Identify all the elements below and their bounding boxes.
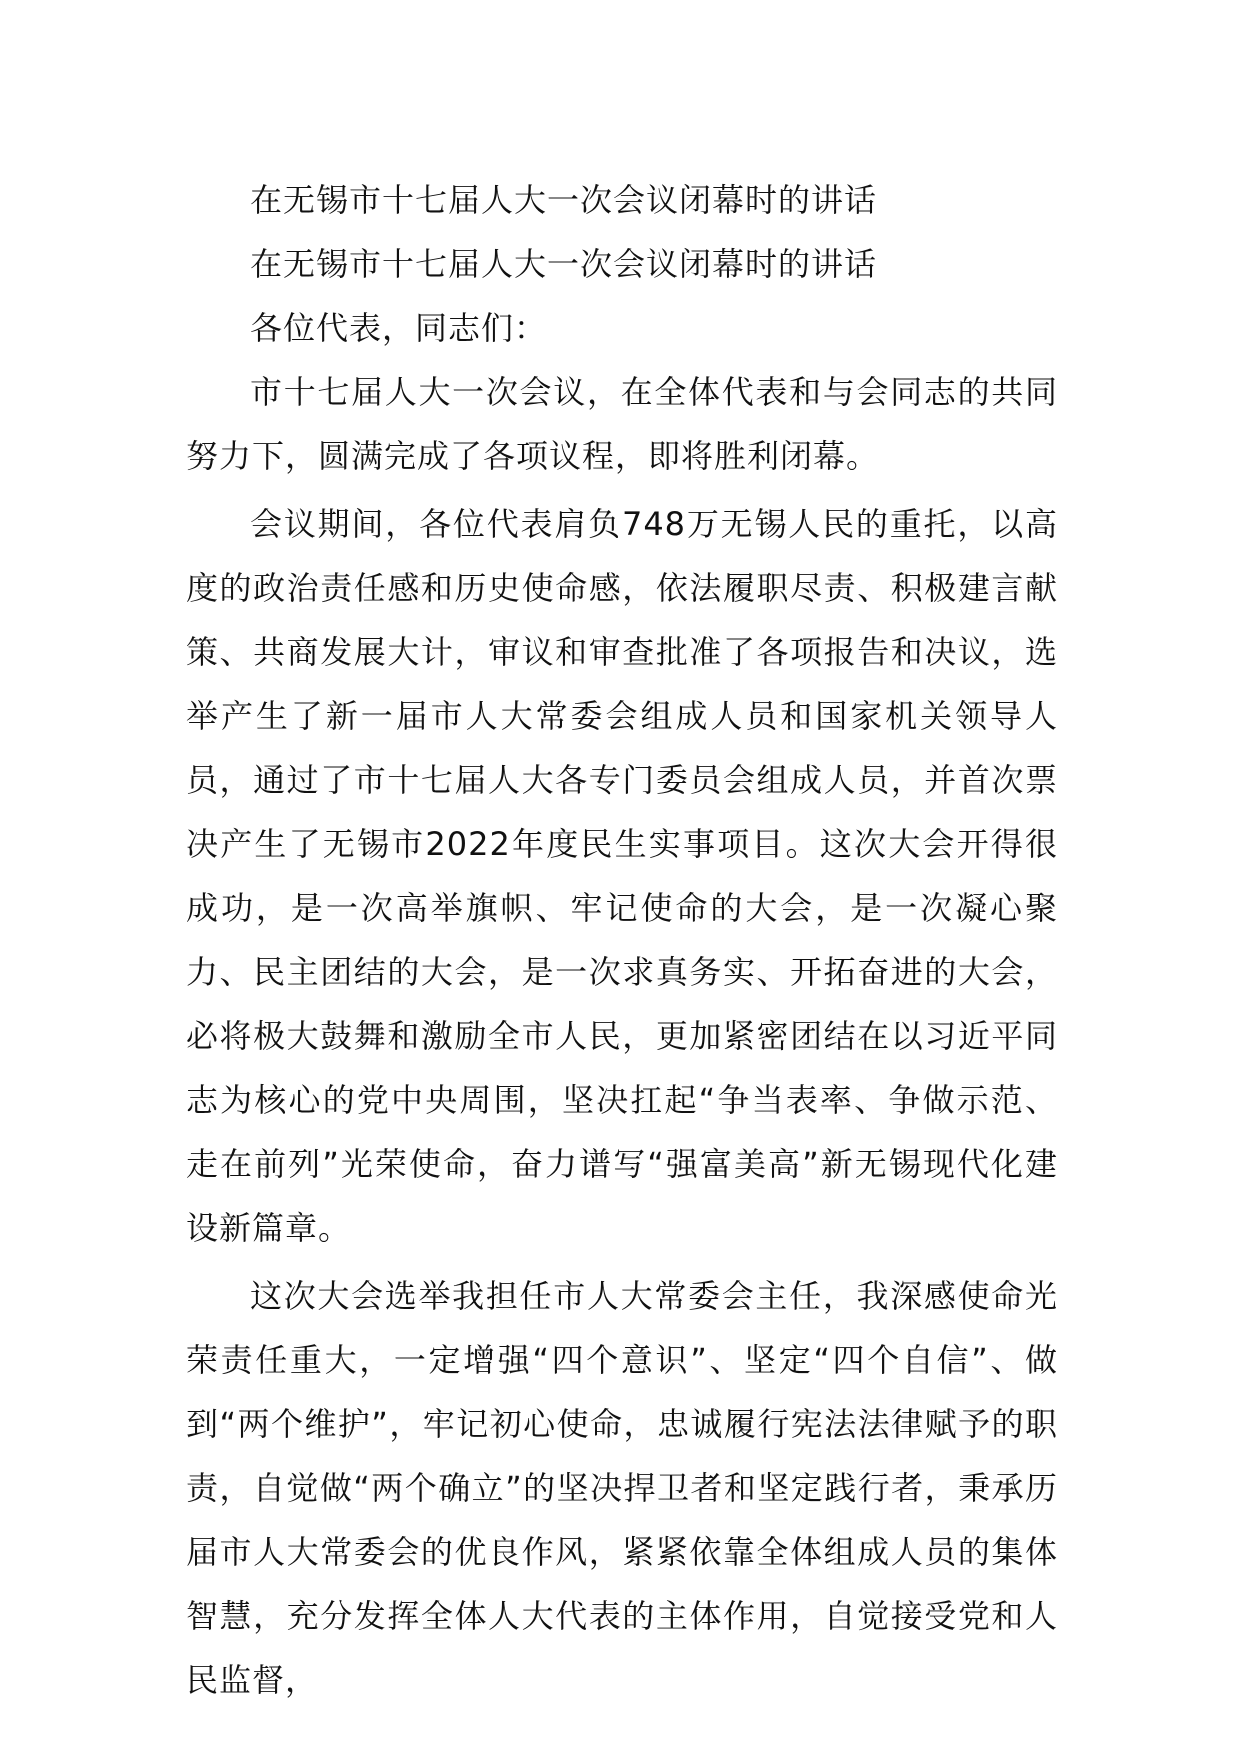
paragraph-2: 会议期间，各位代表肩负748万无锡人民的重托，以高度的政治责任感和历史使命感，依法履职尽责、积极建言献策、共商发展大计，审议和审查批准了各项报告和决议，选举产生了新一届市人大常委会组成人员和国家机关领导人员，通过了市十七届人大各专门委员会组成人员，并首次票决产生了无锡市2022年度民生实事项目。这次大会开得很成功，是一次高举旗帜、牢记使命的大会，是一次凝心聚力、民主团结的大会，是一次求真务实、开拓奋进的大会，必将极大鼓舞和激励全市人民，更加紧密团结在以习近平同志为核心的党中央周围，坚决扛起“争当表率、争做示范、走在前列”光荣使命，奋力谱写“强富美高”新无锡现代化建设新篇章。 [186,505,1058,1247]
paragraph-1: 市十七届人大一次会议，在全体代表和与会同志的共同努力下，圆满完成了各项议程，即将胜利闭幕。 [186,373,1058,475]
salutation: 各位代表，同志们： [250,309,548,347]
document-body [186,168,1058,1712]
document-title: 在无锡市十七届人大一次会议闭幕时的讲话 [250,181,878,219]
paragraph-3: 这次大会选举我担任市人大常委会主任，我深感使命光荣责任重大，一定增强“四个意识”、坚定“四个自信”、做到“两个维护”，牢记初心使命，忠诚履行宪法法律赋予的职责，自觉做“两个确立”的坚决捍卫者和坚定践行者，秉承历届市人大常委会的优良作风，紧紧依靠全体组成人员的集体智慧，充分发挥全体人大代表的主体作用，自觉接受党和人民监督， [186,1277,1058,1699]
document-subtitle: 在无锡市十七届人大一次会议闭幕时的讲话 [250,245,878,283]
